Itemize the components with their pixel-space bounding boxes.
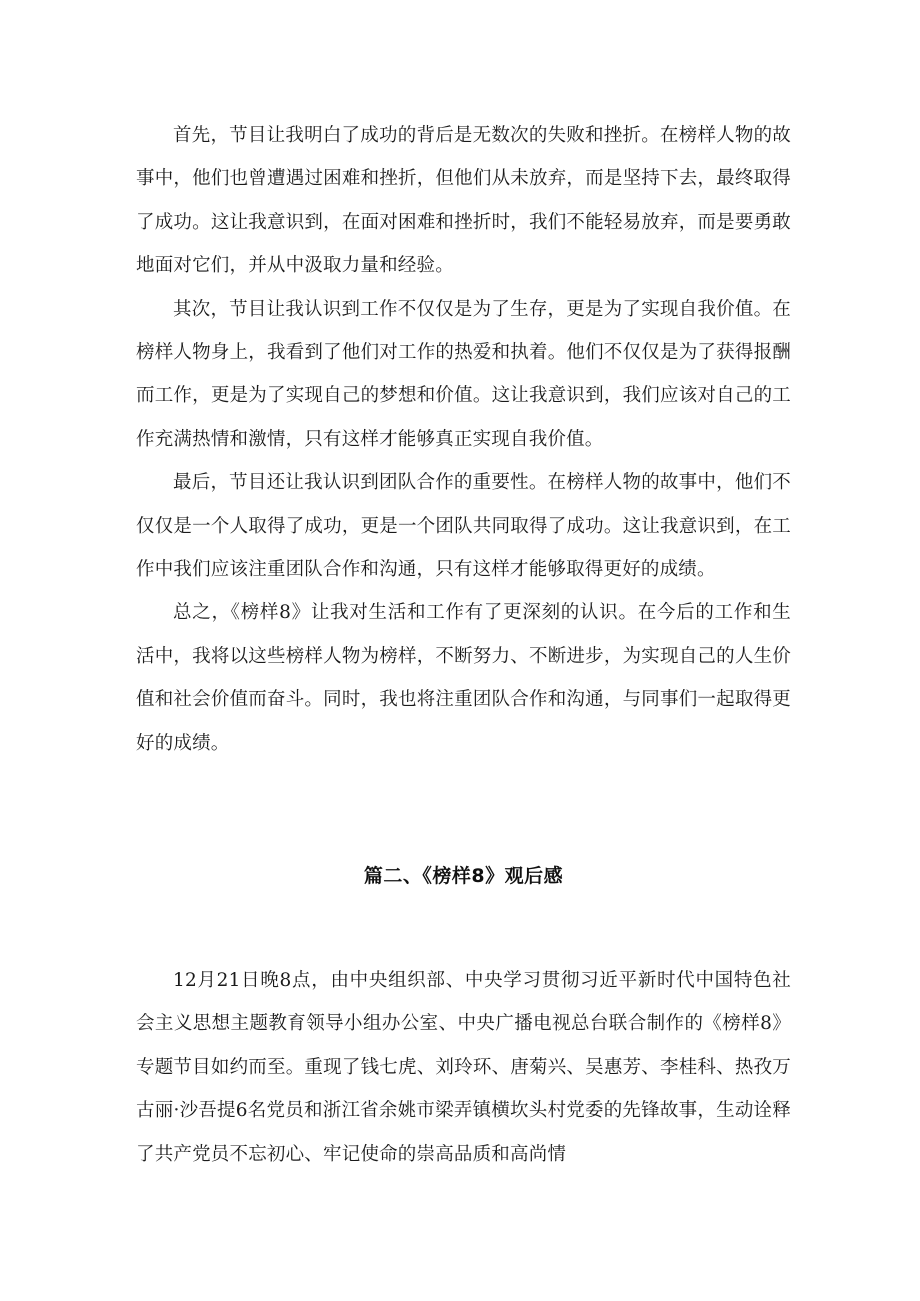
section-one-body	[136, 114, 791, 765]
section-two-body	[136, 959, 791, 1176]
paragraph-conclusion: 总之，《榜样8》让我对生活和工作有了更深刻的认识。在今后的工作和生活中，我将以这些榜样人物为榜样，不断努力、不断进步，为实现自己的人生价值和社会价值而奋斗。同时，我也将注重团队合作和沟通，与同事们一起取得更好的成绩。	[136, 602, 791, 754]
paragraph-intro: 12月21日晚8点，由中央组织部、中央学习贯彻习近平新时代中国特色社会主义思想主题教育领导小组办公室、中央广播电视总台联合制作的《榜样8》专题节目如约而至。重现了钱七虎、刘玲环、唐菊兴、吴惠芳、李桂科、热孜万古丽·沙吾提6名党员和浙江省余姚市梁弄镇横坎头村党委的先锋故事，生动诠释了共产党员不忘初心、牢记使命的崇高品质和高尚情	[136, 970, 791, 1165]
section-two-heading: 篇二、《榜样8》观后感	[363, 865, 564, 887]
paragraph-finally: 最后，节目还让我认识到团队合作的重要性。在榜样人物的故事中，他们不仅仅是一个人取得了成功，更是一个团队共同取得了成功。这让我意识到，在工作中我们应该注重团队合作和沟通，只有这样才能够取得更好的成绩。	[136, 472, 791, 581]
paragraph-first: 首先，节目让我明白了成功的背后是无数次的失败和挫折。在榜样人物的故事中，他们也曾遭遇过困难和挫折，但他们从未放弃，而是坚持下去，最终取得了成功。这让我意识到，在面对困难和挫折时，我们不能轻易放弃，而是要勇敢地面对它们，并从中汲取力量和经验。	[136, 125, 791, 277]
paragraph-second: 其次，节目让我认识到工作不仅仅是为了生存，更是为了实现自我价值。在榜样人物身上，我看到了他们对工作的热爱和执着。他们不仅仅是为了获得报酬而工作，更是为了实现自己的梦想和价值。这让我意识到，我们应该对自己的工作充满热情和激情，只有这样才能够真正实现自我价值。	[136, 298, 791, 450]
